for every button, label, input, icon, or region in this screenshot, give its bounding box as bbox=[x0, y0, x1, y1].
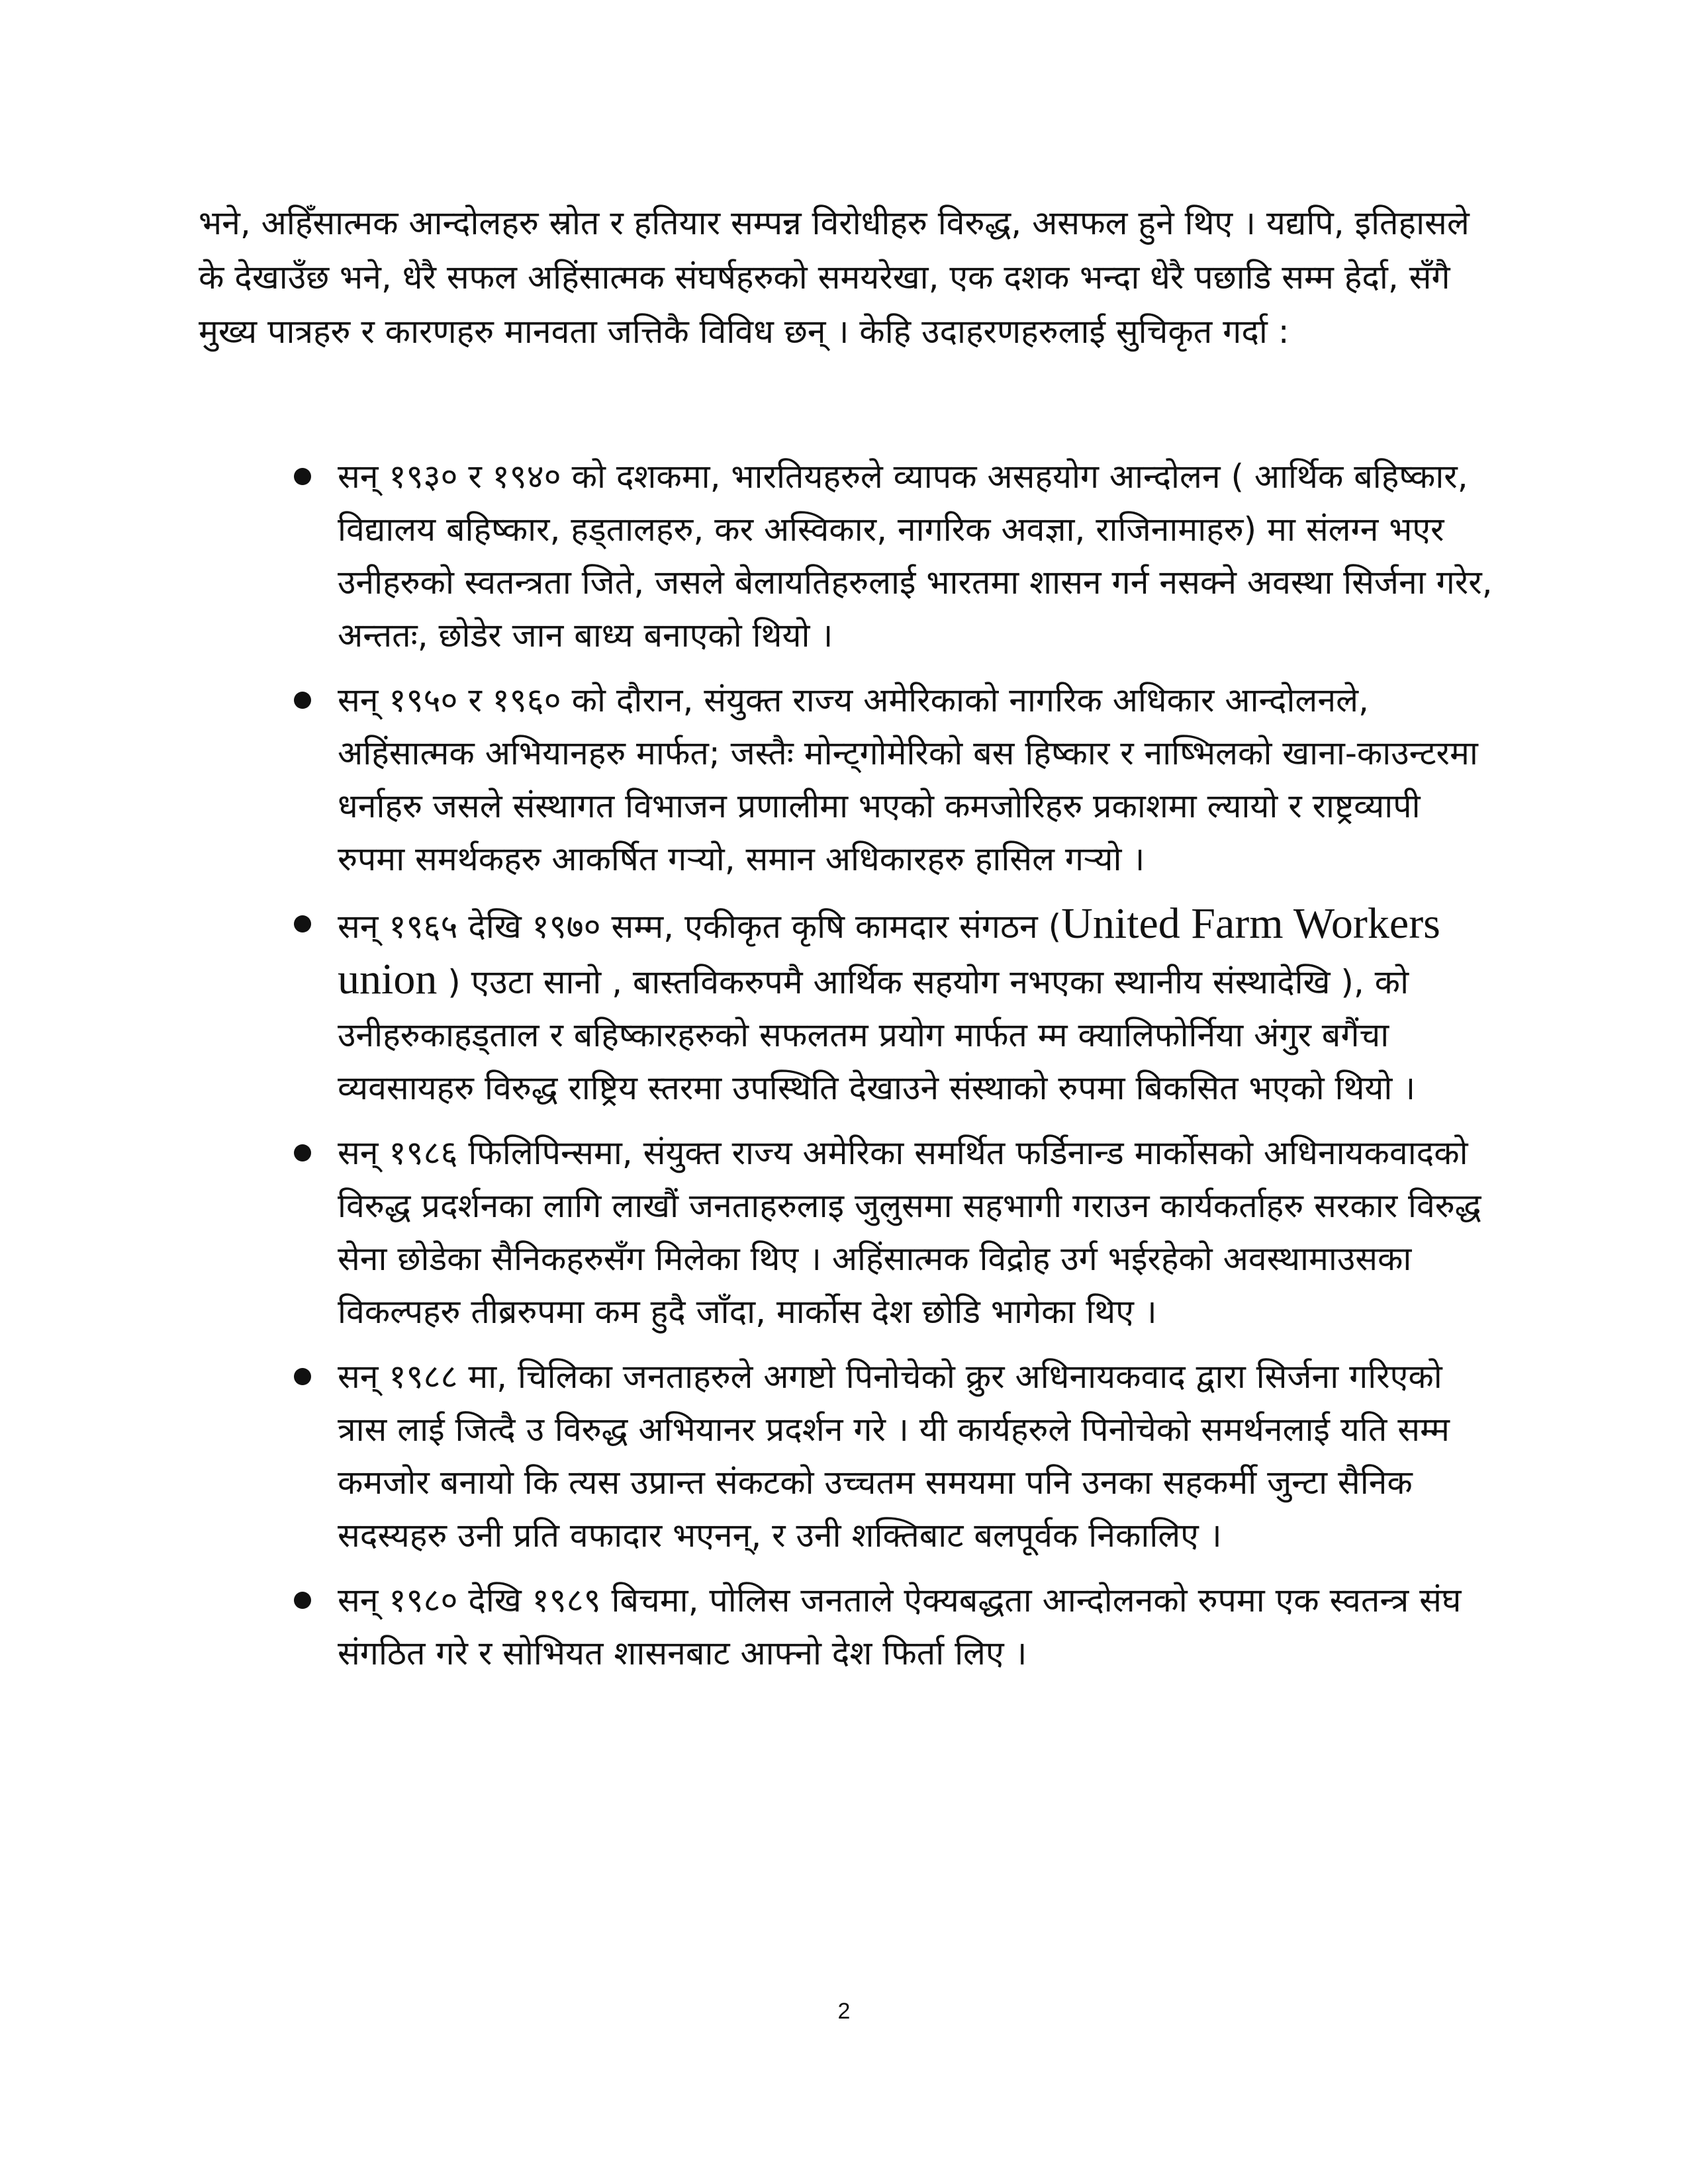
list-item-text: सन् १९८८ मा, चिलिका जनताहरुले अगष्टो पिनोचेको क्रुर अधिनायकवाद द्वारा सिर्जना गरिएको त्रास लाई जित्दै उ विरुद्ध अभियानर प्रदर्शन गरे । यी कार्यहरुले पिनोचेको समर्थनलाई यति सम्म कमजोर बनायो कि त्यस उप्रान्त संकटको उच्चतम समयमा पनि उनका सहकर्मी जुन्टा सैनिक सदस्यहरु उनी प्रति वफादार भएनन्, र उनी शक्तिबाट बलपूर्वक निकालिए । bbox=[338, 1357, 1450, 1555]
list-item-text-before: सन् १९६५ देखि १९७० सम्म, एकीकृत कृषि कामदार संगठन ( bbox=[338, 907, 1062, 946]
list-item-text: सन् १९३० र १९४० को दशकमा, भारतियहरुले व्यापक असहयोग आन्दोलन ( आर्थिक बहिष्कार, विद्यालय बहिष्कार, हड्तालहरु, कर अस्विकार, नागरिक अवज्ञा, राजिनामाहरु) मा संलग्न भएर उनीहरुको स्वतन्त्रता जिते, जसले बेलायतिहरुलाई भारतमा शासन गर्न नसक्ने अवस्था सिर्जना गरेर, अन्ततः, छोडेर जान बाध्य बनाएको थियो । bbox=[338, 457, 1493, 655]
list-item bbox=[291, 1574, 1496, 1680]
examples-list bbox=[291, 450, 1496, 1692]
list-item bbox=[291, 1350, 1496, 1562]
list-item bbox=[291, 450, 1496, 662]
list-item bbox=[291, 897, 1496, 1115]
list-item bbox=[291, 674, 1496, 886]
bullet-icon bbox=[294, 1368, 311, 1385]
page-number: 2 bbox=[837, 1999, 851, 2024]
list-item-text: सन् १९८० देखि १९८९ बिचमा, पोलिस जनताले ऐक्यबद्धता आन्दोलनको रुपमा एक स्वतन्त्र संघ संगठित गरे र सोभियत शासनबाट आफ्नो देश फिर्ता लिए । bbox=[338, 1581, 1462, 1672]
bullet-icon bbox=[294, 1144, 311, 1161]
list-item-text: सन् १९८६ फिलिपिन्समा, संयुक्त राज्य अमेरिका समर्थित फर्डिनान्ड मार्कोसको अधिनायकवादको विरुद्ध प्रदर्शनका लागि लाखौं जनताहरुलाइ जुलुसमा सहभागी गराउन कार्यकर्ताहरु सरकार विरुद्ध सेना छोडेका सैनिकहरुसँग मिलेका थिए । अहिंसात्मक विद्रोह उर्ग भईरहेको अवस्थामाउसका विकल्पहरु तीब्ररुपमा कम हुदै जाँदा, मार्कोस देश छोडि भागेका थिए । bbox=[338, 1134, 1481, 1331]
bullet-icon bbox=[294, 1592, 311, 1609]
english-org-name: United Farm Workers union bbox=[338, 899, 1440, 1003]
bullet-icon bbox=[294, 468, 311, 485]
list-item bbox=[291, 1126, 1496, 1338]
bullet-icon bbox=[294, 915, 311, 933]
intro-paragraph: भने, अहिँसात्मक आन्दोलहरु स्रोत र हतियार सम्पन्न विरोधीहरु विरुद्ध, असफल हुने थिए । यद्यपि, इतिहासले के देखाउँछ भने, धेरै सफल अहिंसात्मक संघर्षहरुको समयरेखा, एक दशक भन्दा धेरै पछाडि सम्म हेर्दा, सँगै मुख्य पात्रहरु र कारणहरु मानवता जत्तिकै विविध छन् । केहि उदाहरणहरुलाई सुचिकृत गर्दा : bbox=[199, 204, 1470, 351]
list-item-text: सन् १९५० र १९६० को दौरान, संयुक्त राज्य अमेरिकाको नागरिक अधिकार आन्दोलनले, अहिंसात्मक अभियानहरु मार्फत; जस्तैः मोन्ट्गोमेरिको बस हिष्कार र नाष्भिलको खाना-काउन्टरमा धर्नाहरु जसले संस्थागत विभाजन प्रणालीमा भएको कमजोरिहरु प्रकाशमा ल्यायो र राष्ट्रव्यापी रुपमा समर्थकहरु आकर्षित गऱ्यो, समान अधिकारहरु हासिल गऱ्यो । bbox=[338, 681, 1478, 878]
list-item-text-after: ) एउटा सानो , बास्तविकरुपमै आर्थिक सहयोग नभएका स्थानीय संस्थादेखि ), को उनीहरुकाहड्ताल र बहिष्कारहरुको सफलतम प्रयोग मार्फत म्म क्यालिफोर्निया अंगुर बगैंचा व्यवसायहरु विरुद्ध राष्ट्रिय स्तरमा उपस्थिति देखाउने संस्थाको रुपमा बिकसित भएको थियो । bbox=[338, 963, 1416, 1107]
bullet-icon bbox=[294, 692, 311, 709]
